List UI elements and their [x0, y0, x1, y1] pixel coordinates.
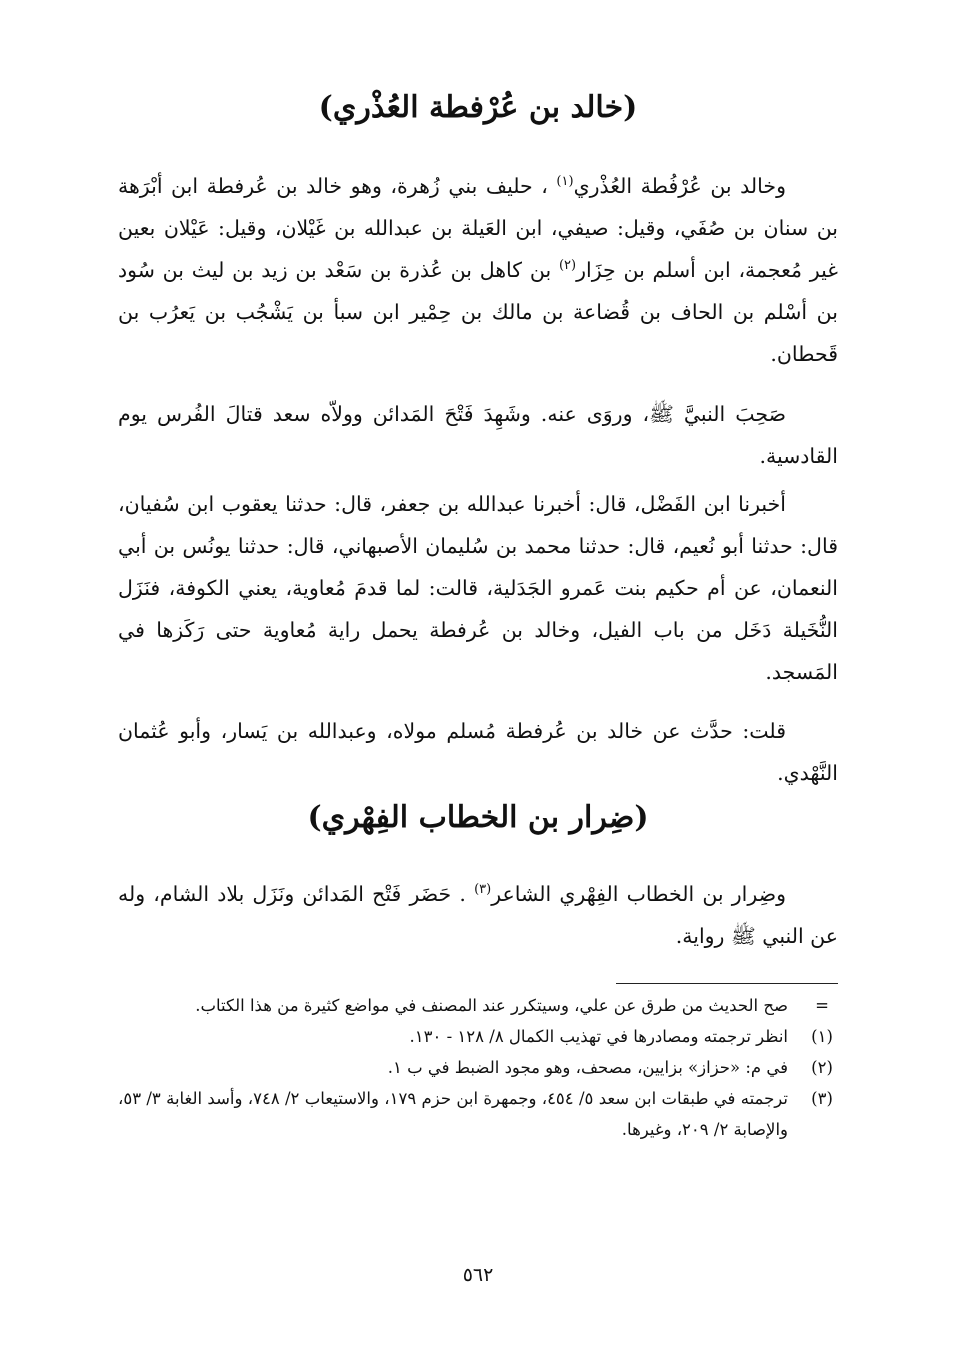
footnote-ref-2[interactable]: (٢) [558, 258, 577, 274]
footnote-3 [118, 1083, 850, 1145]
paragraph-dirar-text-b: . حَضَر فَتْح المَدائن ونَزَل بلاد الشام، وله عن النبي ﷺ رواية. [118, 882, 838, 948]
paragraph-dirar [118, 873, 838, 957]
paragraph-lineage-text-c: بن كاهل بن عُذرة بن سَعْد بن زيد بن ليث بن سُود بن أسْلم بن الحاف بن قُضاعة بن مالك بن حِمْير ابن سبأ بن يَشْجُب بن يَعرُب بن قَحطان. [118, 258, 838, 366]
footnote-marker: (٢) [811, 1058, 833, 1077]
paragraph-lineage-text-a: وخالد بن عُرْفُطة العُذْري [573, 174, 786, 198]
paragraph-companionship: صَحِبَ النبيَّ ﷺ، وروَى عنه. وشَهِدَ فَتْحَ المَدائن وولاّه سعد قتالَ الفُرس يوم القادسية. [118, 402, 838, 468]
footnote-marker: = [815, 996, 829, 1015]
footnote-text: في م: «حزاز» بزايين، مصحف، وهو مجود الضبط في ب ١. [387, 1058, 788, 1077]
footnote-marker: (٣) [811, 1089, 833, 1108]
paragraph-isnad: أخبرنا ابن الفَضْل، قال: أخبرنا عبدالله بن جعفر، قال: حدثنا يعقوب ابن سُفيان، قال: حدثنا أبو نُعيم، قال: حدثنا محمد بن سُليمان الأصبهاني، قال: حدثنا يونُس بن أبي النعمان، عن أم حكيم بنت عَمرو الجَدَلية، قالت: لما قدمَ مُعاوية، يعني الكوفة، فنَزَل النُّخَيلة دَخَل من باب الفيل، وخالد بن عُرفطة يحمل راية مُعاوية حتى رَكَزها في المَسجد. [118, 492, 838, 684]
footnote-separator [616, 983, 838, 984]
paragraph-lineage-text-b: ، حليف بني زُهرة، وهو خالد بن عُرفطة ابن أبْرَهة بن سنان بن صُفَي، وقيل: صيفي، ابن العَيلة بن عبدالله بن غَيْلان، وقيل: عَيْلان بعين غير مُعجمة، ابن أسلم بن حِزَار [118, 174, 839, 282]
biography-heading-dirar: (ضِرار بن الخطاب الفِهْري) [307, 800, 649, 835]
paragraph-dirar-text-a: وضِرار بن الخطاب الفِهْري الشاعر [491, 882, 786, 906]
footnote-ref-1[interactable]: (١) [556, 174, 574, 190]
footnote-marker: (١) [811, 1027, 833, 1046]
footnote-2 [118, 1052, 850, 1083]
page-number: ٥٦٢ [462, 1264, 494, 1286]
footnote-text: صح الحديث من طرق عن علي، وسيتكرر عند المصنف في مواضع كثيرة من هذا الكتاب. [195, 996, 788, 1015]
footnote-text: ترجمته في طبقات ابن سعد ٥/ ٤٥٤، وجمهرة ابن حزم ١٧٩، والاستيعاب ٢/ ٧٤٨، وأسد الغابة ٣/ ٥٣، والإصابة ٢/ ٢٠٩، وغيرها. [118, 1089, 788, 1139]
footnote-text: انظر ترجمته ومصادرها في تهذيب الكمال ٨/ ١٢٨ - ١٣٠. [409, 1027, 788, 1046]
footnote-continued [118, 990, 850, 1021]
footnotes-list [118, 990, 850, 1145]
paragraph-narrators: قلت: حدَّث عن خالد بن عُرفطة مُسلم مولاه، وعبدالله بن يَسار، وأبو عُثمان النَّهْدي. [118, 719, 838, 785]
biography-heading-khalid: (خالد بن عُرْفطة العُذْري) [318, 90, 638, 125]
footnote-1 [118, 1021, 850, 1052]
footnote-ref-3[interactable]: (٣) [474, 882, 492, 898]
paragraph-lineage [118, 165, 838, 375]
